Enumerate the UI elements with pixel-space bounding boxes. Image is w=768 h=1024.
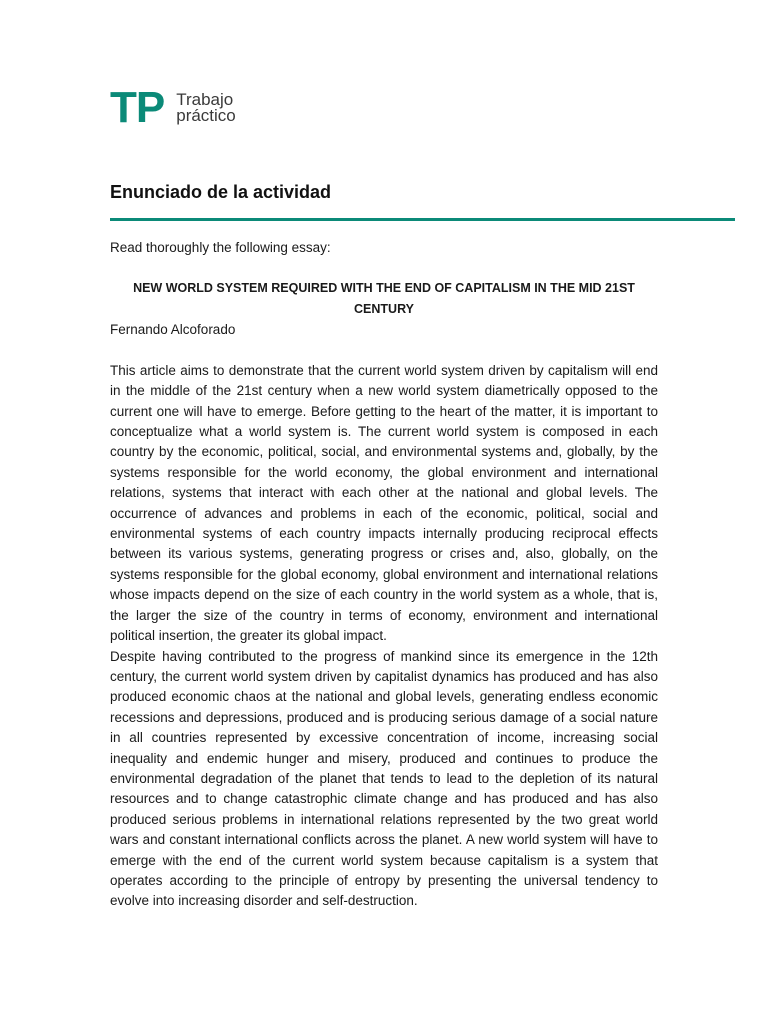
intro-text: Read thoroughly the following essay: (110, 240, 331, 255)
logo-line-2: práctico (176, 106, 236, 125)
section-title: Enunciado de la actividad (110, 182, 332, 202)
essay-title: NEW WORLD SYSTEM REQUIRED WITH THE END OF CAPITALISM IN THE MID 21ST CENTURY (133, 281, 635, 317)
tp-logo (110, 83, 236, 132)
essay-paragraph-1: This article aims to demonstrate that the current world system driven by capitalism will end in the middle of the 21st century when a new world system diametrically opposed to the current one will have to emerge. Before getting to the heart of the matter, it is important to conceptualize what a world system is. The current world system is composed in each country by the economic, political, social, and environmental systems and, globally, by the systems responsible for the world economy, the global environment and international relations, systems that interact with each other at the national and global levels. The occurrence of advances and problems in each of the economic, political, social and environmental systems of each country impacts internally producing reciprocal effects between its various systems, generating progress or crises and, also, globally, on the systems responsible for the global economy, global environment and international relations whose impacts depend on the size of each country in the world system as a whole, that is, the larger the size of the country in terms of economy, environment and international political insertion, the greater its global impact. (110, 362, 658, 644)
essay-paragraph-2: Despite having contributed to the progress of mankind since its emergence in the 12th century, the current world system driven by capitalist dynamics has produced and has also produced economic chaos at the national and global levels, generating endless economic recessions and depressions, produced and is producing serious damage of a social nature in all countries represented by excessive concentration of income, increasing social inequality and endemic hunger and misery, produced and continues to produce the environmental degradation of the planet that tends to lead to the depletion of its natural resources and to change catastrophic climate change and has produced and has also produced serious problems in international relations represented by the two great world wars and constant international conflicts across the planet. A new world system will have to emerge with the end of the current world system because capitalism is a system that operates according to the principle of entropy by presenting the universal tendency to evolve into increasing disorder and self-destruction. (110, 648, 658, 909)
logo-text (176, 92, 236, 124)
section-divider (110, 218, 735, 221)
logo-line-1: Trabajo (176, 90, 234, 109)
essay-author: Fernando Alcoforado (110, 322, 236, 338)
document-body (110, 238, 658, 912)
logo-mark: TP (110, 83, 165, 132)
